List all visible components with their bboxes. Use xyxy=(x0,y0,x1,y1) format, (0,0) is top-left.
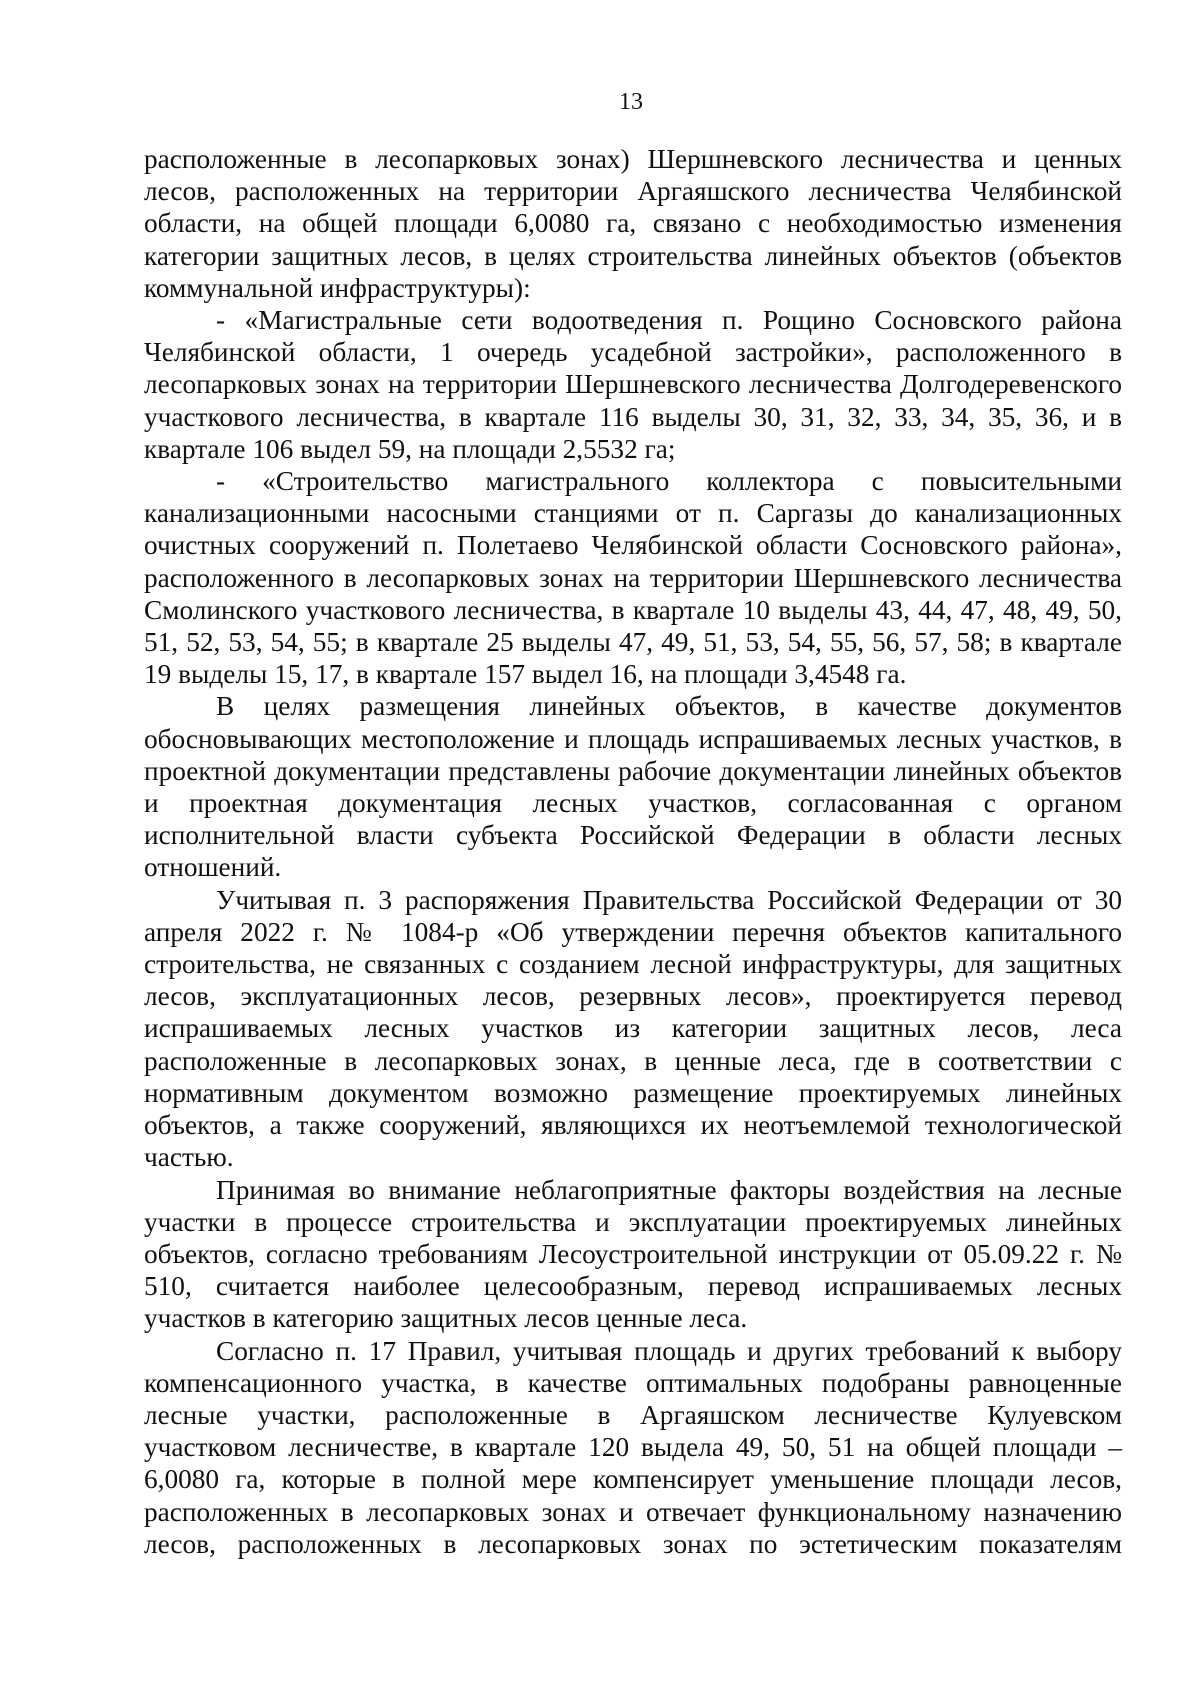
paragraph-factors: Принимая во внимание неблагоприятные факторы воздействия на лесные участки в процессе строительства и эксплуатации проектируемых линейных объектов, согласно требованиям Лесоустроительной инструкции от 05.09.22 г. № 510, считается наиболее целесообразным, перевод испрашиваемых лесных участков в категорию защитных лесов ценные леса. xyxy=(144,1174,1122,1334)
document-body xyxy=(144,143,1122,1560)
page-number: 13 xyxy=(619,89,643,115)
paragraph-justification: В целях размещения линейных объектов, в качестве документов обосновывающих местоположение и площадь испрашиваемых лесных участков, в проектной документации представлены рабочие документации линейных объектов и проектная документация лесных участков, согласованная с органом исполнительной власти субъекта Российской Федерации в области лесных отношений. xyxy=(144,691,1122,883)
paragraph-continuation: расположенные в лесопарковых зонах) Шершневского лесничества и ценных лесов, расположенных на территории Аргаяшского лесничества Челябинской области, на общей площади 6,0080 га, связано с необходимостью изменения категории защитных лесов, в целях строительства линейных объектов (объектов коммунальной инфраструктуры): xyxy=(144,144,1122,303)
paragraph-government-order: Учитывая п. 3 распоряжения Правительства Российской Федерации от 30 апреля 2022 г. № 1084-р «Об утверждении перечня объектов капитального строительства, не связанных с созданием лесной инфраструктуры, для защитных лесов, эксплуатационных лесов, резервных лесов», проектируется перевод испрашиваемых лесных участков из категории защитных лесов, леса расположенные в лесопарковых зонах, в ценные леса, где в соответствии с нормативным документом возможно размещение проектируемых линейных объектов, а также сооружений, являющихся их неотъемлемой технологической частью. xyxy=(144,884,1122,1173)
paragraph-list-item-1: - «Магистральные сети водоотведения п. Рощино Сосновского района Челябинской области, 1 очередь усадебной застройки», расположенного в лесопарковых зонах на территории Шершневского лесничества Долгодеревенского участкового лесничества, в квартале 116 выделы 30, 31, 32, 33, 34, 35, 36, и в квартале 106 выдел 59, на площади 2,5532 га; xyxy=(144,305,1122,464)
paragraph-compensation: Согласно п. 17 Правил, учитывая площадь и других требований к выбору компенсационного участка, в качестве оптимальных подобраны равноценные лесные участки, расположенные в Аргаяшском лесничестве Кулуевском участковом лесничестве, в квартале 120 выдела 49, 50, 51 на общей площади – 6,0080 га, которые в полной мере компенсирует уменьшение площади лесов, расположенных в лесопарковых зонах и отвечает функциональному назначению лесов, расположенных в лесопарковых зонах по эстетическим показателям xyxy=(144,1335,1122,1559)
paragraph-list-item-2: - «Строительство магистрального коллектора с повысительными канализационными насосными станциями от п. Саргазы до канализационных очистных сооружений п. Полетаево Челябинской области Сосновского района», расположенного в лесопарковых зонах на территории Шершневского лесничества Смолинского участкового лесничества, в квартале 10 выделы 43, 44, 47, 48, 49, 50, 51, 52, 53, 54, 55; в квартале 25 выделы 47, 49, 51, 53, 54, 55, 56, 57, 58; в квартале 19 выделы 15, 17, в квартале 157 выдел 16, на площади 3,4548 га. xyxy=(144,466,1122,690)
